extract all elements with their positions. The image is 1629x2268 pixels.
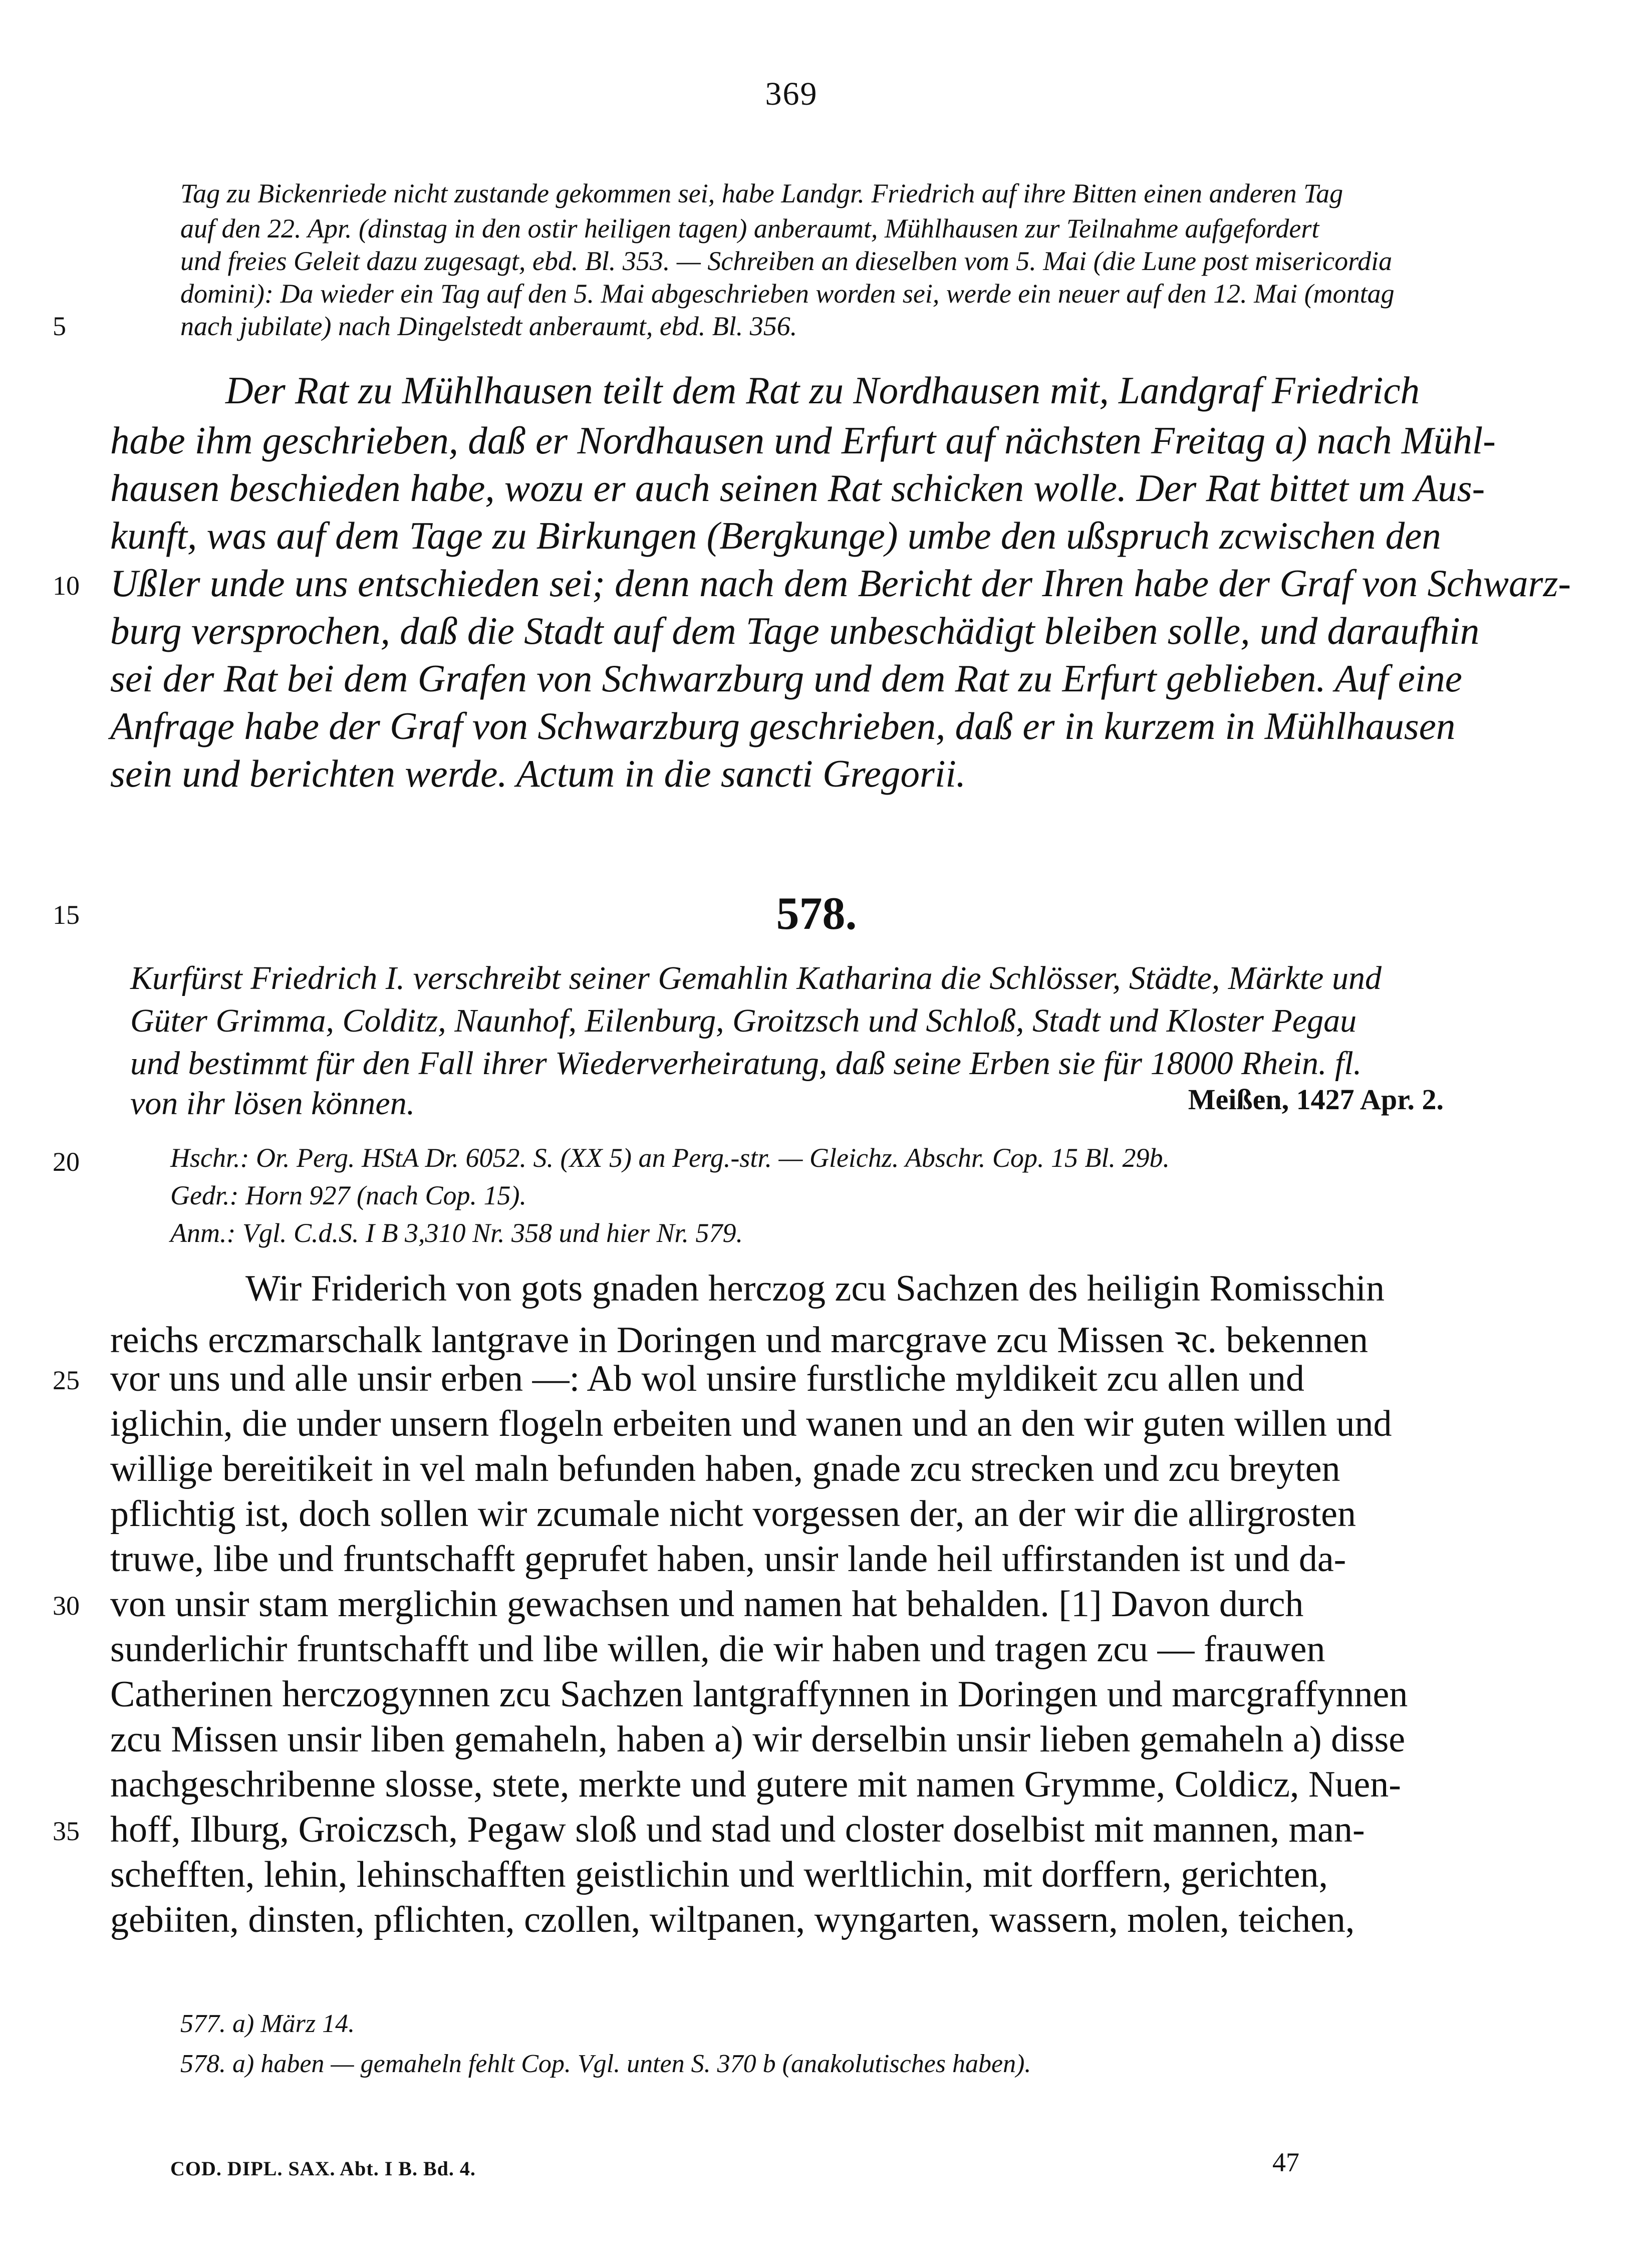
- body-text: vor uns und alle unsir erben —: Ab wol unsire furstliche myldikeit zcu allen und: [110, 1358, 1304, 1399]
- summary-text: Kurfürst Friedrich I. verschreibt seiner Gemahlin Katharina die Schlösser, Städte, Märkte und: [130, 960, 1382, 996]
- note-text: domini): Da wieder ein Tag auf den 5. Mai abgeschrieben worden sei, werde ein neuer auf den 12. Mai (montag: [180, 279, 1395, 309]
- regest-text: Der Rat zu Mühlhausen teilt dem Rat zu Nordhausen mit, Landgraf Friedrich: [225, 369, 1420, 412]
- summary-text: Güter Grimma, Colditz, Naunhof, Eilenburg, Groitzsch und Schloß, Stadt und Kloster Pegau: [130, 1002, 1357, 1039]
- footnote-text: 577. a) März 14.: [180, 2009, 355, 2038]
- footnote-text: 578. a) haben — gemaheln fehlt Cop. Vgl. unten S. 370 b (anakolutisches haben).: [180, 2050, 1031, 2078]
- regest-text: burg versprochen, daß die Stadt auf dem Tage unbeschädigt bleiben solle, und daraufhin: [110, 609, 1480, 652]
- line-number: 20: [53, 1147, 80, 1177]
- line-number: 35: [53, 1816, 80, 1846]
- body-text: sunderlichir fruntschafft und libe willen, die wir haben und tragen zcu — frauwen: [110, 1629, 1325, 1670]
- page-number: 369: [765, 76, 818, 112]
- line-number: 30: [53, 1591, 80, 1621]
- body-text: gebiiten, dinsten, pflichten, czollen, wiltpanen, wyngarten, wassern, molen, teichen,: [110, 1899, 1355, 1940]
- body-text: von unsir stam merglichin gewachsen und namen hat behalden. [1] Davon durch: [110, 1584, 1304, 1625]
- body-text: pflichtig ist, doch sollen wir zcumale nicht vorgessen der, an der wir die allirgrosten: [110, 1493, 1356, 1535]
- body-text: zcu Missen unsir liben gemaheln, haben a) wir derselbin unsir lieben gemaheln a) disse: [110, 1719, 1406, 1760]
- body-text: schefften, lehin, lehinschafften geistlichin und werltlichin, mit dorffern, gerichten,: [110, 1854, 1328, 1895]
- body-text: Wir Friderich von gots gnaden herczog zcu Sachzen des heiligin Romisschin: [245, 1268, 1385, 1309]
- line-number: 15: [53, 900, 80, 930]
- regest-text: habe ihm geschrieben, daß er Nordhausen und Erfurt auf nächsten Freitag a) nach Mühl-: [110, 419, 1496, 462]
- note-text: Tag zu Bickenriede nicht zustande gekommen sei, habe Landgr. Friedrich auf ihre Bitten einen anderen Tag: [180, 178, 1343, 208]
- regest-text: kunft, was auf dem Tage zu Birkungen (Bergkunge) umbe den ußspruch zcwischen den: [110, 514, 1441, 557]
- place-date: Meißen, 1427 Apr. 2.: [1188, 1083, 1444, 1116]
- source-text: Hschr.: Or. Perg. HStA Dr. 6052. S. (XX 5) an Perg.-str. — Gleichz. Abschr. Cop. 15 Bl. 29b.: [170, 1143, 1170, 1173]
- footer-series-title: COD. DIPL. SAX. Abt. I B. Bd. 4.: [170, 2157, 476, 2180]
- body-text: willige bereitikeit in vel maln befunden haben, gnade zcu strecken und zcu breyten: [110, 1448, 1340, 1489]
- line-number: 5: [53, 311, 66, 341]
- line-number: 25: [53, 1365, 80, 1395]
- line-number: 10: [53, 571, 80, 601]
- source-text: Gedr.: Horn 927 (nach Cop. 15).: [170, 1180, 526, 1210]
- body-text: reichs erczmarschalk lantgrave in Doringen und marcgrave zcu Missen ꝛc. bekennen: [110, 1320, 1368, 1361]
- source-text: Anm.: Vgl. C.d.S. I B 3,310 Nr. 358 und hier Nr. 579.: [170, 1218, 743, 1248]
- document-number: 578.: [776, 888, 857, 939]
- body-text: Catherinen herczogynnen zcu Sachzen lantgraffynnen in Doringen und marcgraffynnen: [110, 1674, 1408, 1715]
- note-text: und freies Geleit dazu zugesagt, ebd. Bl. 353. — Schreiben an dieselben vom 5. Mai (die Lune post misericordia: [180, 246, 1393, 276]
- regest-text: hausen beschieden habe, wozu er auch seinen Rat schicken wolle. Der Rat bittet um Aus-: [110, 466, 1485, 510]
- regest-text: Anfrage habe der Graf von Schwarzburg geschrieben, daß er in kurzem in Mühlhausen: [110, 704, 1456, 747]
- body-text: hoff, Ilburg, Groiczsch, Pegaw sloß und stad und closter doselbist mit mannen, man-: [110, 1809, 1365, 1850]
- note-text: auf den 22. Apr. (dinstag in den ostir heiligen tagen) anberaumt, Mühlhausen zur Teilnahme aufgefordert: [180, 213, 1319, 243]
- body-text: iglichin, die under unsern flogeln erbeiten und wanen und an den wir guten willen und: [110, 1403, 1392, 1444]
- regest-text: sein und berichten werde. Actum in die sancti Gregorii.: [110, 752, 966, 795]
- body-text: nachgeschribenne slosse, stete, merkte und gutere mit namen Grymme, Coldicz, Nuen-: [110, 1764, 1401, 1805]
- footer-signature-number: 47: [1272, 2147, 1299, 2177]
- note-text: nach jubilate) nach Dingelstedt anberaumt, ebd. Bl. 356.: [180, 311, 797, 341]
- body-text: truwe, libe und fruntschafft geprufet haben, unsir lande heil uffirstanden ist und da-: [110, 1539, 1346, 1580]
- regest-text: Ußler unde uns entschieden sei; denn nach dem Bericht der Ihren habe der Graf von Schwarz-: [110, 562, 1571, 605]
- regest-text: sei der Rat bei dem Grafen von Schwarzburg und dem Rat zu Erfurt geblieben. Auf eine: [110, 657, 1462, 700]
- summary-text: von ihr lösen können.: [130, 1085, 415, 1122]
- summary-text: und bestimmt für den Fall ihrer Wiederverheiratung, daß seine Erben sie für 18000 Rhein. fl.: [130, 1045, 1362, 1082]
